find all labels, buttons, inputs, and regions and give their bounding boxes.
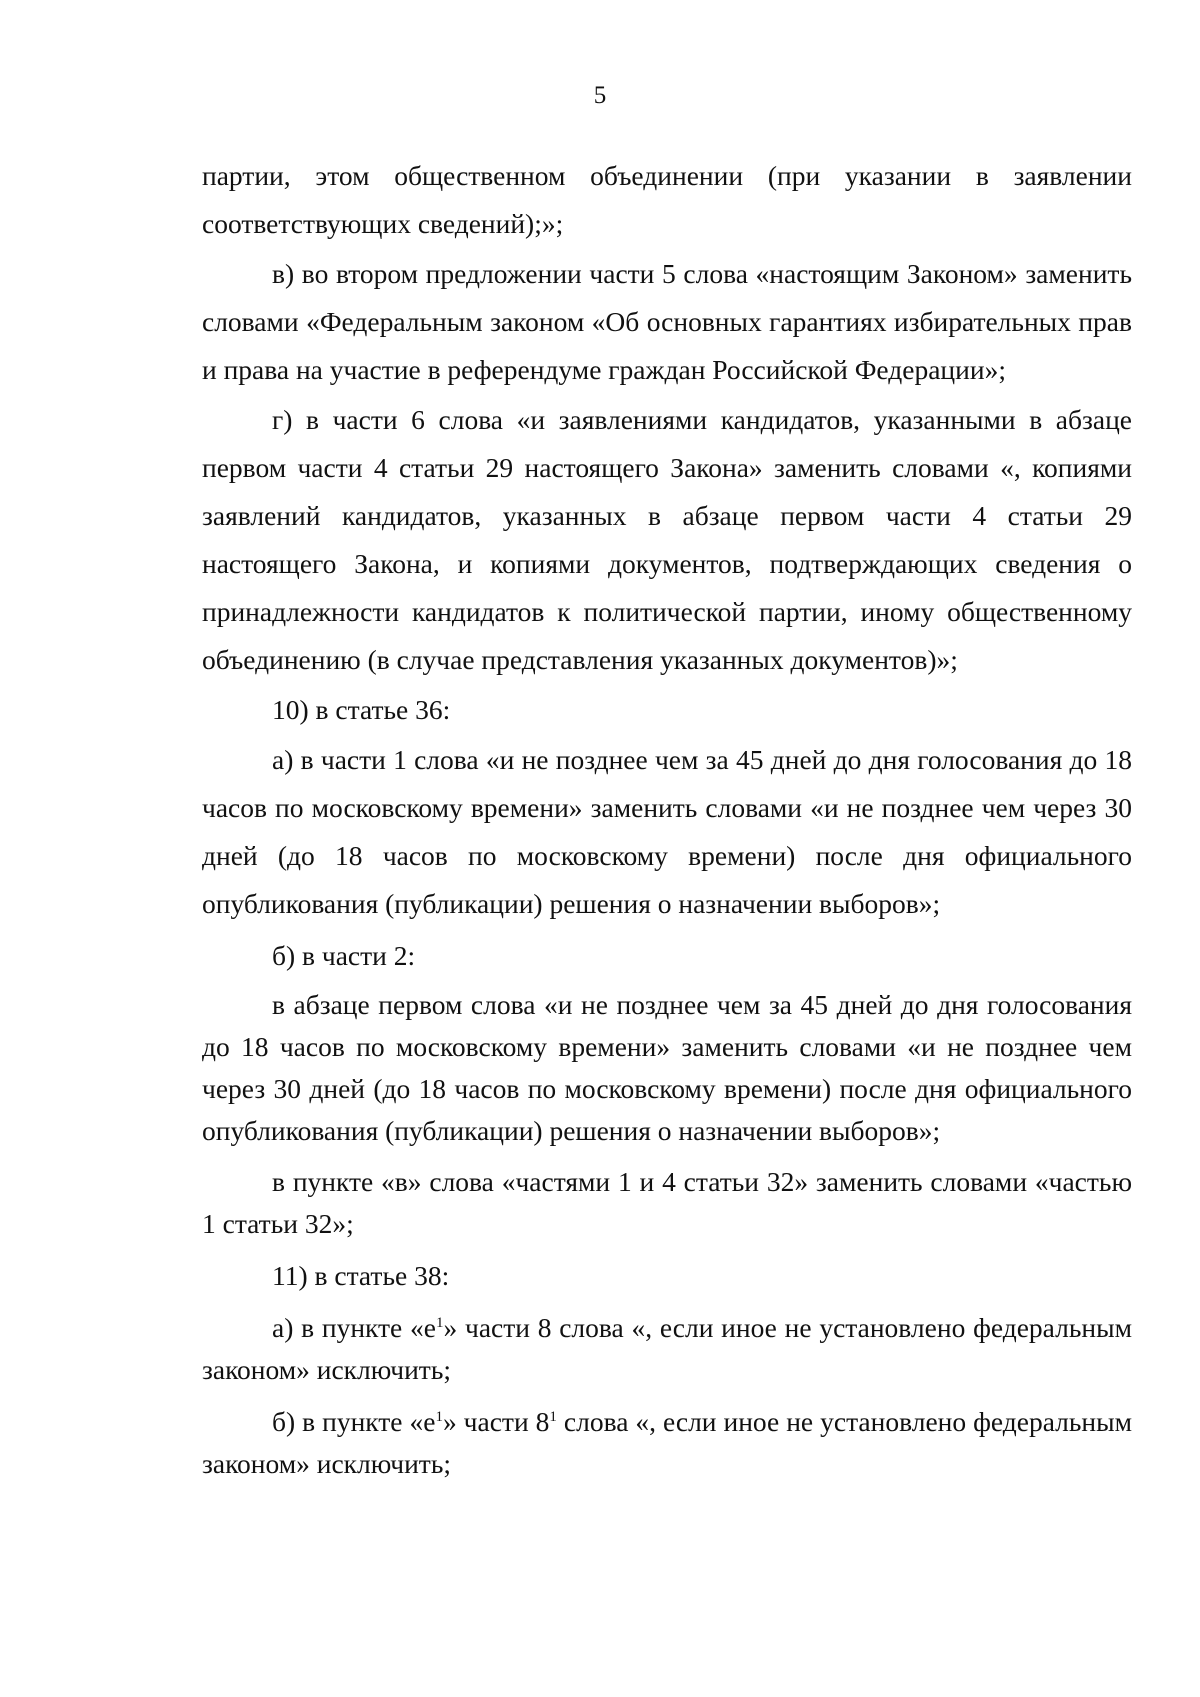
paragraph-item-11b [202,1401,1132,1485]
paragraph-punkt-v: в пункте «в» слова «частями 1 и 4 статьи 32» заменить словами «частью 1 статьи 32»; [202,1166,1132,1239]
paragraph-item-11b-after: слова «, если иное не установлено федеральным законом» исключить; [202,1406,1133,1479]
paragraph-continuation: партии, этом общественном объединении (при указании в заявлении соответствующих сведений);»; [202,160,1132,239]
paragraph-item-10: 10) в статье 36: [272,694,451,725]
paragraph-item-11b-before: б) в пункте «е [272,1406,436,1437]
paragraph-abzac-first: в абзаце первом слова «и не позднее чем за 45 дней до дня голосования до 18 часов по московскому времени» заменить словами «и не позднее чем через 30 дней (до 18 часов по московскому времени) после дня официального опубликования (публикации) решения о назначении выборов»; [202,989,1132,1146]
paragraph-item-g: г) в части 6 слова «и заявлениями кандидатов, указанными в абзаце первом части 4 статьи 29 настоящего Закона» заменить словами «, копиями заявлений кандидатов, указанных в абзаце первом части 4 статьи 29 настоящего Закона, и копиями документов, подтверждающих сведения о принадлежности кандидатов к политической партии, иному общественному объединению (в случае представления указанных документов)»; [202,404,1132,675]
page-number: 5 [593,82,607,109]
document-body [202,152,1132,1485]
superscript: 1 [549,1409,557,1425]
paragraph-item-11b-middle: » части 8 [442,1406,550,1437]
superscript: 1 [435,1315,444,1331]
paragraph-item-10a: а) в части 1 слова «и не позднее чем за 45 дней до дня голосования до 18 часов по московскому времени» заменить словами «и не позднее чем через 30 дней (до 18 часов по московскому времени) после дня официального опубликования (публикации) решения о назначении выборов»; [202,744,1132,919]
paragraph-item-11a [202,1307,1132,1391]
paragraph-item-v: в) во втором предложении части 5 слова «настоящим Законом» заменить словами «Федеральным законом «Об основных гарантиях избирательных прав и права на участие в референдуме граждан Российской Федерации»; [202,258,1132,385]
superscript: 1 [435,1409,443,1425]
paragraph-item-10b: б) в части 2: [272,940,416,971]
paragraph-item-11a-before: а) в пункте «е [272,1312,436,1343]
paragraph-item-11: 11) в статье 38: [272,1260,450,1291]
paragraph-item-11a-after: » части 8 слова «, если иное не установлено федеральным законом» исключить; [202,1312,1132,1385]
